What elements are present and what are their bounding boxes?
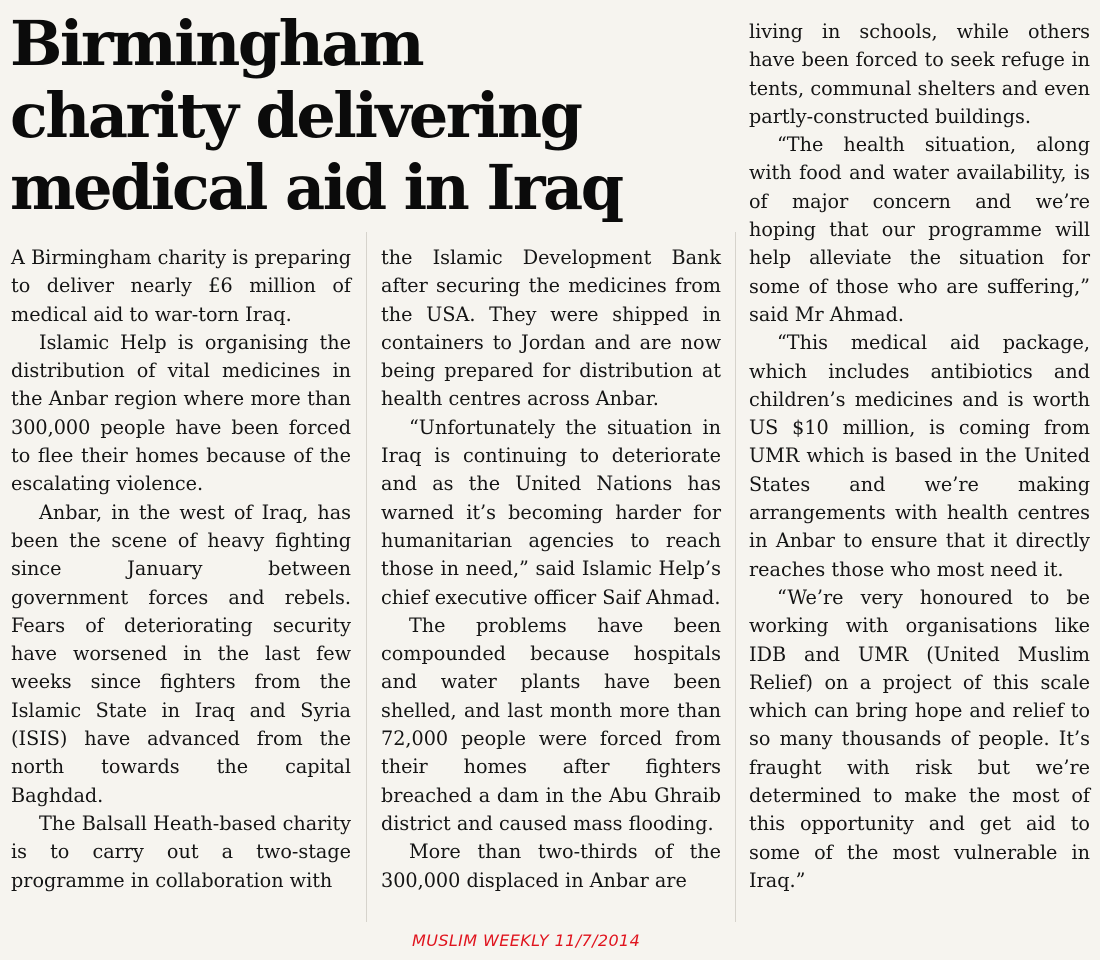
article-paragraph: “The health situation, along with food and water availability, is of major concern and we’re hoping that our programme will help alleviate the situation for some of those who are suffering,” said Mr Ahmad. (749, 133, 1090, 326)
article-paragraph: “We’re very honoured to be working with organisations like IDB and UMR (United Muslim Relief) on a project of this scale which can bring hope and relief to so many thousands of people. It’s fraught with risk but we’re determined to make the most of this opportunity and get aid to some of the most vulnerable in Iraq.” (749, 585, 1090, 892)
article-column-2 (381, 244, 721, 895)
article-paragraph: More than two-thirds of the 300,000 displaced in Anbar are (381, 840, 721, 892)
article-paragraph: The Balsall Heath-based charity is to carry out a two-stage programme in collaboration with (11, 811, 351, 892)
article-paragraph: “Unfortunately the situation in Iraq is continuing to deteriorate and as the United Nations has warned it’s becoming harder for humanitarian agencies to reach those in need,” said Islamic Help’s chief executive officer Saif Ahmad. (381, 415, 721, 609)
article-paragraph: “This medical aid package, which includes antibiotics and children’s medicines and is worth US $10 million, is coming from UMR which is based in the United States and we’re making arrangements with health centres in Anbar to ensure that it directly reaches those who most need it. (749, 331, 1090, 581)
headline-line-3: medical aid in Iraq (10, 151, 622, 224)
article-column-1 (11, 244, 351, 895)
article-paragraph: Anbar, in the west of Iraq, has been the scene of heavy fighting since January between government forces and rebels. Fears of deteriorating security have worsened in the last few weeks since fighters from the Islamic State in Iraq and Syria (ISIS) have advanced from the north towards the capital Baghdad. (11, 500, 351, 807)
article-column-3 (749, 18, 1090, 895)
article-paragraph: the Islamic Development Bank after securing the medicines from the USA. They were shipped in containers to Jordan and are now being prepared for distribution at health centres across Anbar. (381, 246, 721, 411)
column-divider-1 (366, 232, 367, 922)
headline-line-2: charity delivering (10, 79, 581, 152)
article-paragraph: living in schools, while others have been forced to seek refuge in tents, communal shelters and even partly-constructed buildings. (749, 20, 1090, 128)
headline-line-1: Birmingham (10, 7, 423, 80)
source-credit: MUSLIM WEEKLY 11/7/2014 (412, 931, 641, 950)
article-paragraph: Islamic Help is organising the distribution of vital medicines in the Anbar region where more than 300,000 people have been forced to flee their homes because of the escalating violence. (11, 330, 351, 496)
article-headline (10, 8, 740, 224)
column-divider-2 (735, 232, 736, 922)
article-paragraph: The problems have been compounded because hospitals and water plants have been shelled, and last month more than 72,000 people were forced from their homes after fighters breached a dam in the Abu Ghraib district and caused mass flooding. (381, 613, 721, 835)
article-paragraph: A Birmingham charity is preparing to deliver nearly £6 million of medical aid to war-torn Iraq. (11, 246, 351, 326)
